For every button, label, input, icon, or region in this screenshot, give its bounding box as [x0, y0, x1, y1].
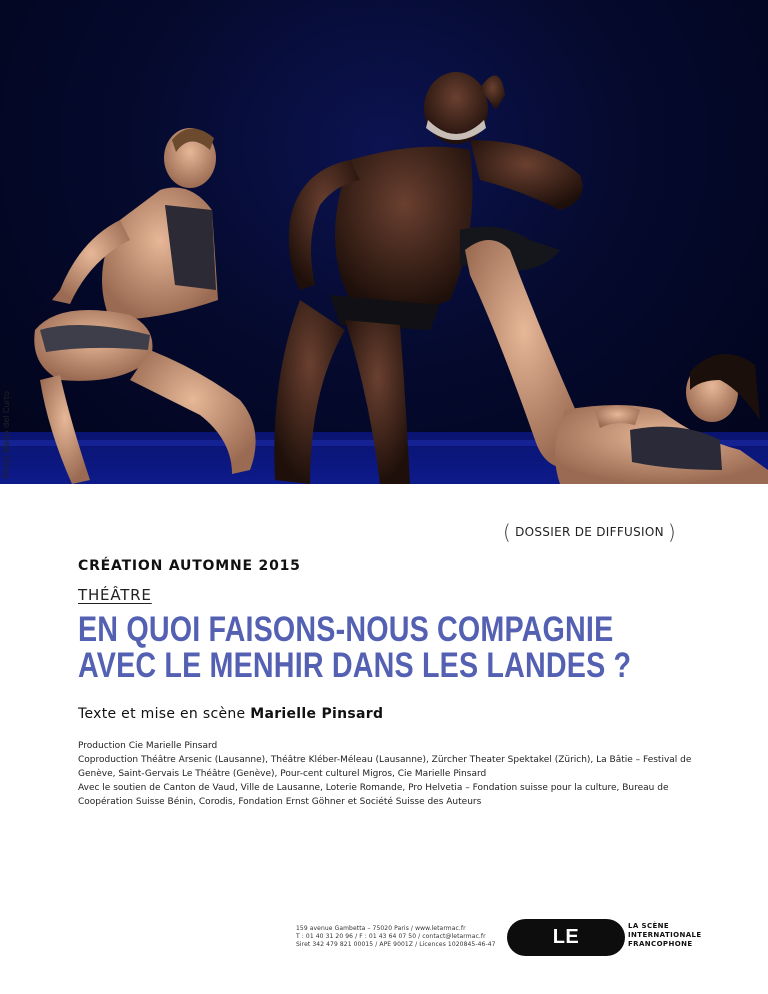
tagline-line-2: INTERNATIONALE [628, 931, 702, 939]
logo-tagline [628, 922, 702, 949]
address-line-1: 159 avenue Gambetta – 75020 Paris / www.letarmac.fr [296, 925, 466, 932]
dancer-left [34, 128, 255, 484]
coproduction-line: Coproduction Théâtre Arsenic (Lausanne), Théâtre Kléber-Méleau (Lausanne), Zürcher Theater Spektakel (Zürich), La Bâtie – Festival de Genève, Saint-Gervais Le Théâtre (Genève), Pour-cent culturel Migros, Cie Marielle Pinsard [78, 755, 692, 779]
show-title [78, 610, 632, 685]
production-credits [78, 739, 718, 809]
dossier-text: DOSSIER DE DIFFUSION [515, 525, 664, 539]
stage-photo-illustration [0, 0, 768, 484]
photo-credit: Photo Mario del Curto [2, 391, 11, 478]
genre-label: THÉÂTRE [78, 586, 152, 604]
footer-address [296, 925, 496, 949]
close-bracket: ) [667, 520, 676, 544]
production-line: Production Cie Marielle Pinsard [78, 741, 218, 751]
author-line [78, 706, 383, 722]
author-prefix: Texte et mise en scène [78, 706, 246, 722]
address-line-2: T : 01 40 31 20 96 / F : 01 43 64 07 50 / contact@letarmac.fr [296, 933, 486, 940]
hero-photo [0, 0, 768, 484]
support-line: Avec le soutien de Canton de Vaud, Ville de Lausanne, Loterie Romande, Pro Helvetia – Fondation suisse pour la culture, Bureau de Coopération Suisse Bénin, Corodis, Fondation Ernst Göhner et Société Suisse des Auteurs [78, 783, 669, 807]
tagline-line-1: LA SCÈNE [628, 922, 670, 930]
open-bracket: ( [503, 520, 512, 544]
tarmac-logo: LE TARMAC [507, 919, 625, 956]
address-line-3: Siret 342 479 821 00015 / APE 9001Z / Licences 1020845-46-47 [296, 941, 496, 948]
creation-date: CRÉATION AUTOMNE 2015 [78, 558, 301, 574]
show-title-line1: EN QUOI FAISONS-NOUS COMPAGNIE [78, 610, 614, 649]
show-title-line2: AVEC LE MENHIR DANS LES LANDES ? [78, 646, 632, 685]
dossier-label [503, 520, 676, 544]
author-name: Marielle Pinsard [250, 706, 384, 722]
tagline-line-3: FRANCOPHONE [628, 940, 693, 948]
